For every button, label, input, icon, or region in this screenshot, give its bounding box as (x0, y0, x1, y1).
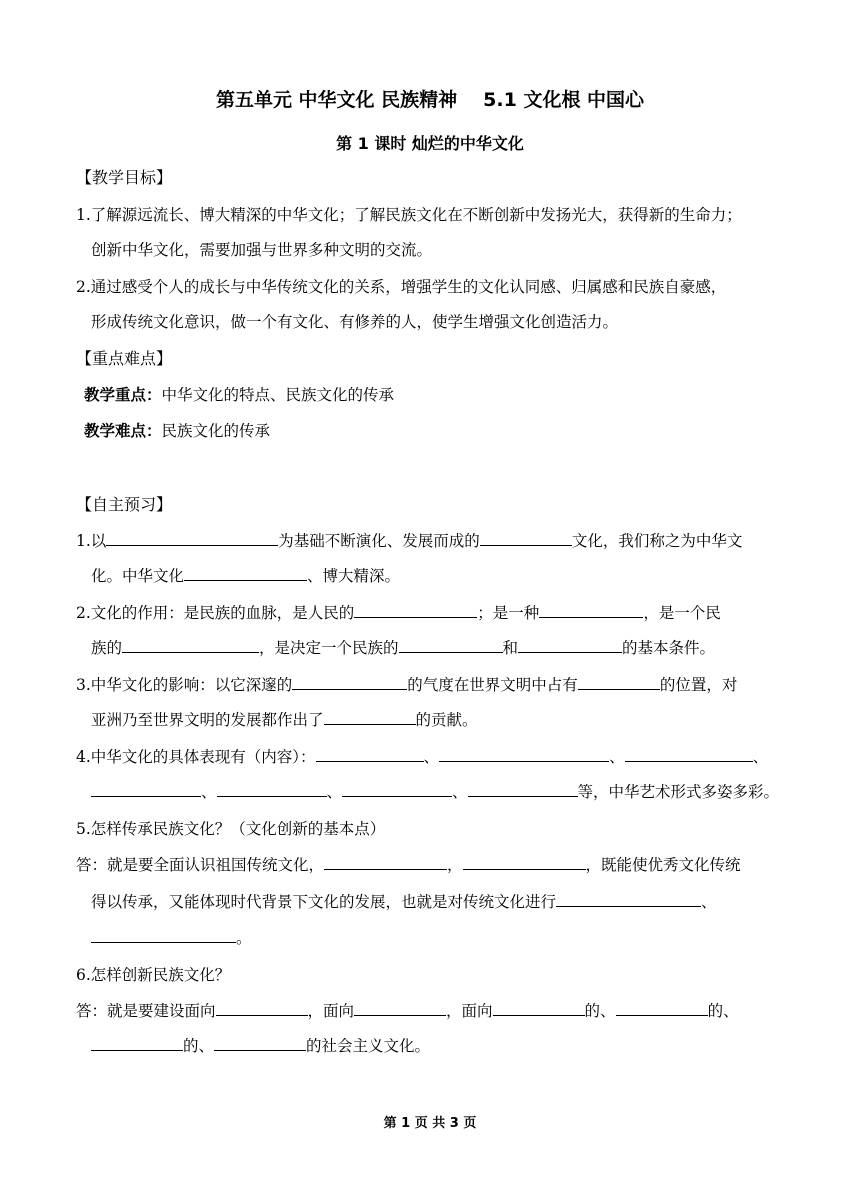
q6-text-d: 的、 (584, 1002, 616, 1020)
q6-blank-4[interactable] (616, 1001, 708, 1016)
q2-line-2 (91, 636, 803, 658)
q6-blank-2[interactable] (354, 1001, 446, 1016)
q3-blank-1[interactable] (292, 675, 407, 690)
q3-text-c: 的位置，对 (659, 676, 738, 694)
q4-text-end: 等，中华艺术形式多姿多彩。 (577, 783, 780, 801)
q4-blank-5[interactable] (217, 782, 327, 797)
q2-text-g: 的基本条件。 (622, 639, 716, 657)
q5-answer-line-1 (76, 853, 788, 875)
difficulty-text: 民族文化的传承 (161, 422, 271, 440)
q1-blank-2[interactable] (480, 531, 572, 546)
q4-blank-4[interactable] (91, 782, 201, 797)
page-title (0, 85, 860, 112)
q6-blank-1[interactable] (216, 1001, 308, 1016)
q1-text-d: 化。中华文化 (91, 567, 185, 585)
focus-label: 教学重点： (84, 386, 162, 404)
q4-sep: 、 (201, 783, 217, 801)
q5-answer-line-2 (91, 890, 803, 912)
q3-text-a: 3.中华文化的影响：以它深邃的 (76, 676, 293, 694)
q6-answer-line-1 (76, 999, 788, 1021)
q4-blank-2[interactable] (439, 747, 609, 762)
focus-text: 中华文化的特点、民族文化的传承 (161, 386, 395, 404)
q4-sep: 、 (609, 748, 625, 766)
q6-text-e: 的、 (707, 1002, 739, 1020)
q2-line-1 (76, 601, 788, 623)
teaching-focus (84, 383, 394, 405)
unit-title: 第五单元 中华文化 民族精神 (215, 89, 458, 111)
q5-question: 5.怎样传承民族文化？（文化创新的基本点） (76, 820, 386, 838)
keypoints-heading: 【重点难点】 (76, 349, 173, 368)
q4-line-1 (76, 745, 788, 767)
q1-line-1 (76, 529, 788, 551)
q2-text-c: ，是一个民 (643, 604, 721, 622)
q4-blank-1[interactable] (316, 747, 424, 762)
q6-blank-6[interactable] (214, 1036, 306, 1051)
lesson-title: 5.1 文化根 中国心 (483, 89, 645, 111)
q5-text-f: 。 (236, 929, 252, 947)
page-subtitle: 第 1 课时 灿烂的中华文化 (336, 134, 524, 153)
q4-text-a: 4.中华文化的具体表现有（内容）： (76, 748, 316, 766)
q4-blank-7[interactable] (468, 782, 578, 797)
q3-line-2 (91, 708, 803, 730)
q1-text-c: 文化，我们称之为中华文 (571, 532, 743, 550)
q5-blank-4[interactable] (91, 928, 236, 943)
q1-text-b: 为基础不断演化、发展而成的 (278, 532, 480, 550)
q5-blank-2[interactable] (463, 855, 586, 870)
q6-answer-line-2 (91, 1034, 803, 1056)
q1-blank-3[interactable] (184, 566, 307, 581)
q2-text-e: ，是决定一个民族的 (259, 639, 399, 657)
q6-blank-3[interactable] (493, 1001, 585, 1016)
q6-text-b: ，面向 (307, 1002, 355, 1020)
q5-text-a: 答：就是要全面认识祖国传统文化， (76, 856, 325, 874)
q6-blank-5[interactable] (91, 1036, 183, 1051)
q5-blank-1[interactable] (324, 855, 447, 870)
page-footer: 第 1 页 共 3 页 (383, 1116, 477, 1131)
q5-text-e: 、 (701, 893, 717, 911)
q6-text-a: 答：就是要建设面向 (76, 1002, 216, 1020)
q4-sep: 、 (423, 748, 440, 766)
q6-text-f: 的、 (183, 1037, 215, 1055)
teaching-difficulty (84, 419, 270, 441)
q3-text-d: 亚洲乃至世界文明的发展都作出了 (91, 711, 324, 729)
q3-text-b: 的气度在世界文明中占有 (407, 676, 578, 694)
q4-blank-3[interactable] (625, 747, 753, 762)
objective-line-1: 1.了解源远流长、博大精深的中华文化；了解民族文化在不断创新中发扬光大，获得新的生命力； (76, 206, 742, 224)
q4-sep: 、 (752, 748, 769, 766)
q3-line-1 (76, 673, 788, 695)
q6-text-g: 的社会主义文化。 (306, 1037, 431, 1055)
q4-sep: 、 (452, 783, 468, 801)
q2-blank-4[interactable] (399, 638, 503, 653)
q2-text-d: 族的 (91, 639, 123, 657)
difficulty-label: 教学难点： (84, 422, 162, 440)
q6-question: 6.怎样创新民族文化？ (76, 966, 231, 984)
q5-text-c: ，既能使优秀文化传统 (585, 856, 741, 874)
q3-text-e: 的贡献。 (415, 711, 478, 729)
q5-answer-line-3 (91, 926, 803, 948)
q2-text-b: ；是一种 (477, 604, 540, 622)
q2-text-a: 2.文化的作用：是民族的血脉，是人民的 (76, 604, 355, 622)
q1-blank-1[interactable] (106, 531, 278, 546)
q4-sep: 、 (326, 783, 343, 801)
objective-line-3: 2.通过感受个人的成长与中华传统文化的关系，增强学生的文化认同感、归属感和民族自豪感， (76, 278, 727, 296)
objective-line-4: 形成传统文化意识，做一个有文化、有修养的人，使学生增强文化创造活力。 (91, 313, 619, 331)
preview-heading: 【自主预习】 (76, 495, 173, 514)
objectives-heading: 【教学目标】 (76, 168, 173, 187)
q6-text-c: ，面向 (446, 1002, 493, 1020)
q5-text-d: 得以传承，又能体现时代背景下文化的发展，也就是对传统文化进行 (91, 893, 557, 911)
q4-line-2 (91, 780, 803, 802)
q1-line-2 (91, 564, 803, 586)
q4-blank-6[interactable] (342, 782, 452, 797)
q3-blank-2[interactable] (578, 675, 660, 690)
q1-text-a: 1.以 (76, 532, 107, 550)
q3-blank-3[interactable] (324, 710, 416, 725)
q2-blank-2[interactable] (539, 603, 643, 618)
q2-blank-3[interactable] (122, 638, 259, 653)
objective-line-2: 创新中华文化，需要加强与世界多种文明的交流。 (91, 241, 433, 259)
q2-blank-5[interactable] (518, 638, 622, 653)
q5-blank-3[interactable] (556, 892, 701, 907)
q2-blank-1[interactable] (354, 603, 477, 618)
q5-text-b: ， (447, 856, 463, 874)
q1-text-e: 、博大精深。 (307, 567, 401, 585)
q2-text-f: 和 (502, 639, 519, 657)
